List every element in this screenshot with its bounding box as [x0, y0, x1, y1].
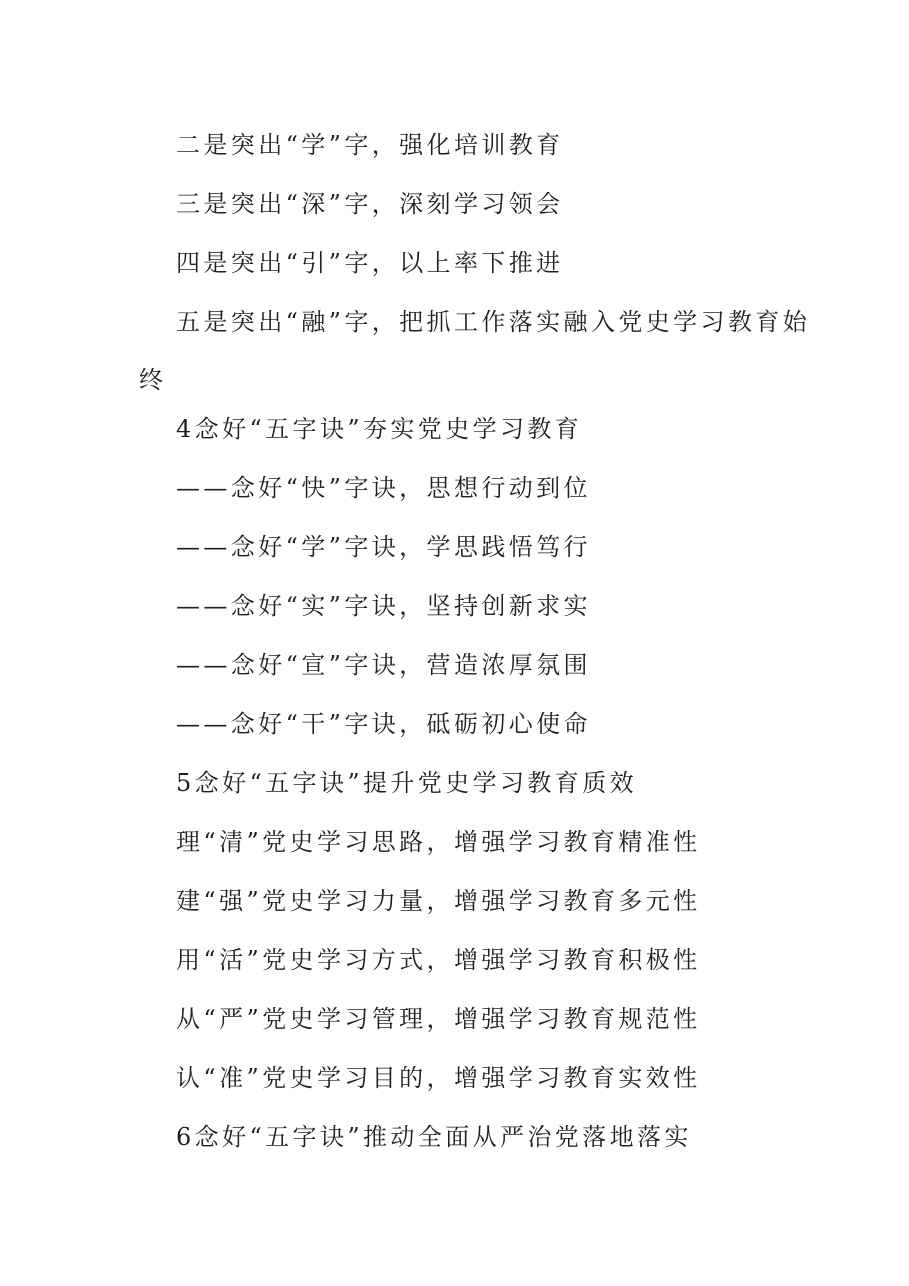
- paragraph-text: 4念好“五字诀”夯实党史学习教育: [176, 415, 583, 443]
- paragraph-text: 三是突出“深”字，深刻学习领会: [176, 190, 564, 218]
- paragraph-text: 建“强”党史学习力量，增强学习教育多元性: [176, 887, 701, 915]
- paragraph-text: 从“严”党史学习管理，增强学习教育规范性: [176, 1005, 701, 1033]
- paragraph-text: 四是突出“引”字，以上率下推进: [176, 249, 564, 277]
- paragraph-text: ——念好“干”字诀，砥砺初心使命: [176, 710, 591, 738]
- paragraph-continuation: 终: [139, 366, 167, 394]
- paragraph-text: 用“活”党史学习方式，增强学习教育积极性: [176, 946, 701, 974]
- paragraph-text: ——念好“宣”字诀，营造浓厚氛围: [176, 651, 591, 679]
- paragraph-text: 二是突出“学”字，强化培训教育: [176, 131, 564, 159]
- paragraph-text: 5念好“五字诀”提升党史学习教育质效: [176, 769, 638, 797]
- paragraph-text: ——念好“快”字诀，思想行动到位: [176, 474, 591, 502]
- paragraph-text: 五是突出“融”字，把抓工作落实融入党史学习教育始: [176, 308, 811, 336]
- paragraph-text: ——念好“学”字诀，学思践悟笃行: [176, 533, 591, 561]
- paragraph-text: 6念好“五字诀”推动全面从严治党落地落实: [176, 1123, 692, 1151]
- paragraph-text: 认“准”党史学习目的，增强学习教育实效性: [176, 1064, 701, 1092]
- paragraph-text: 理“清”党史学习思路，增强学习教育精准性: [176, 828, 701, 856]
- paragraph-text: ——念好“实”字诀，坚持创新求实: [176, 592, 591, 620]
